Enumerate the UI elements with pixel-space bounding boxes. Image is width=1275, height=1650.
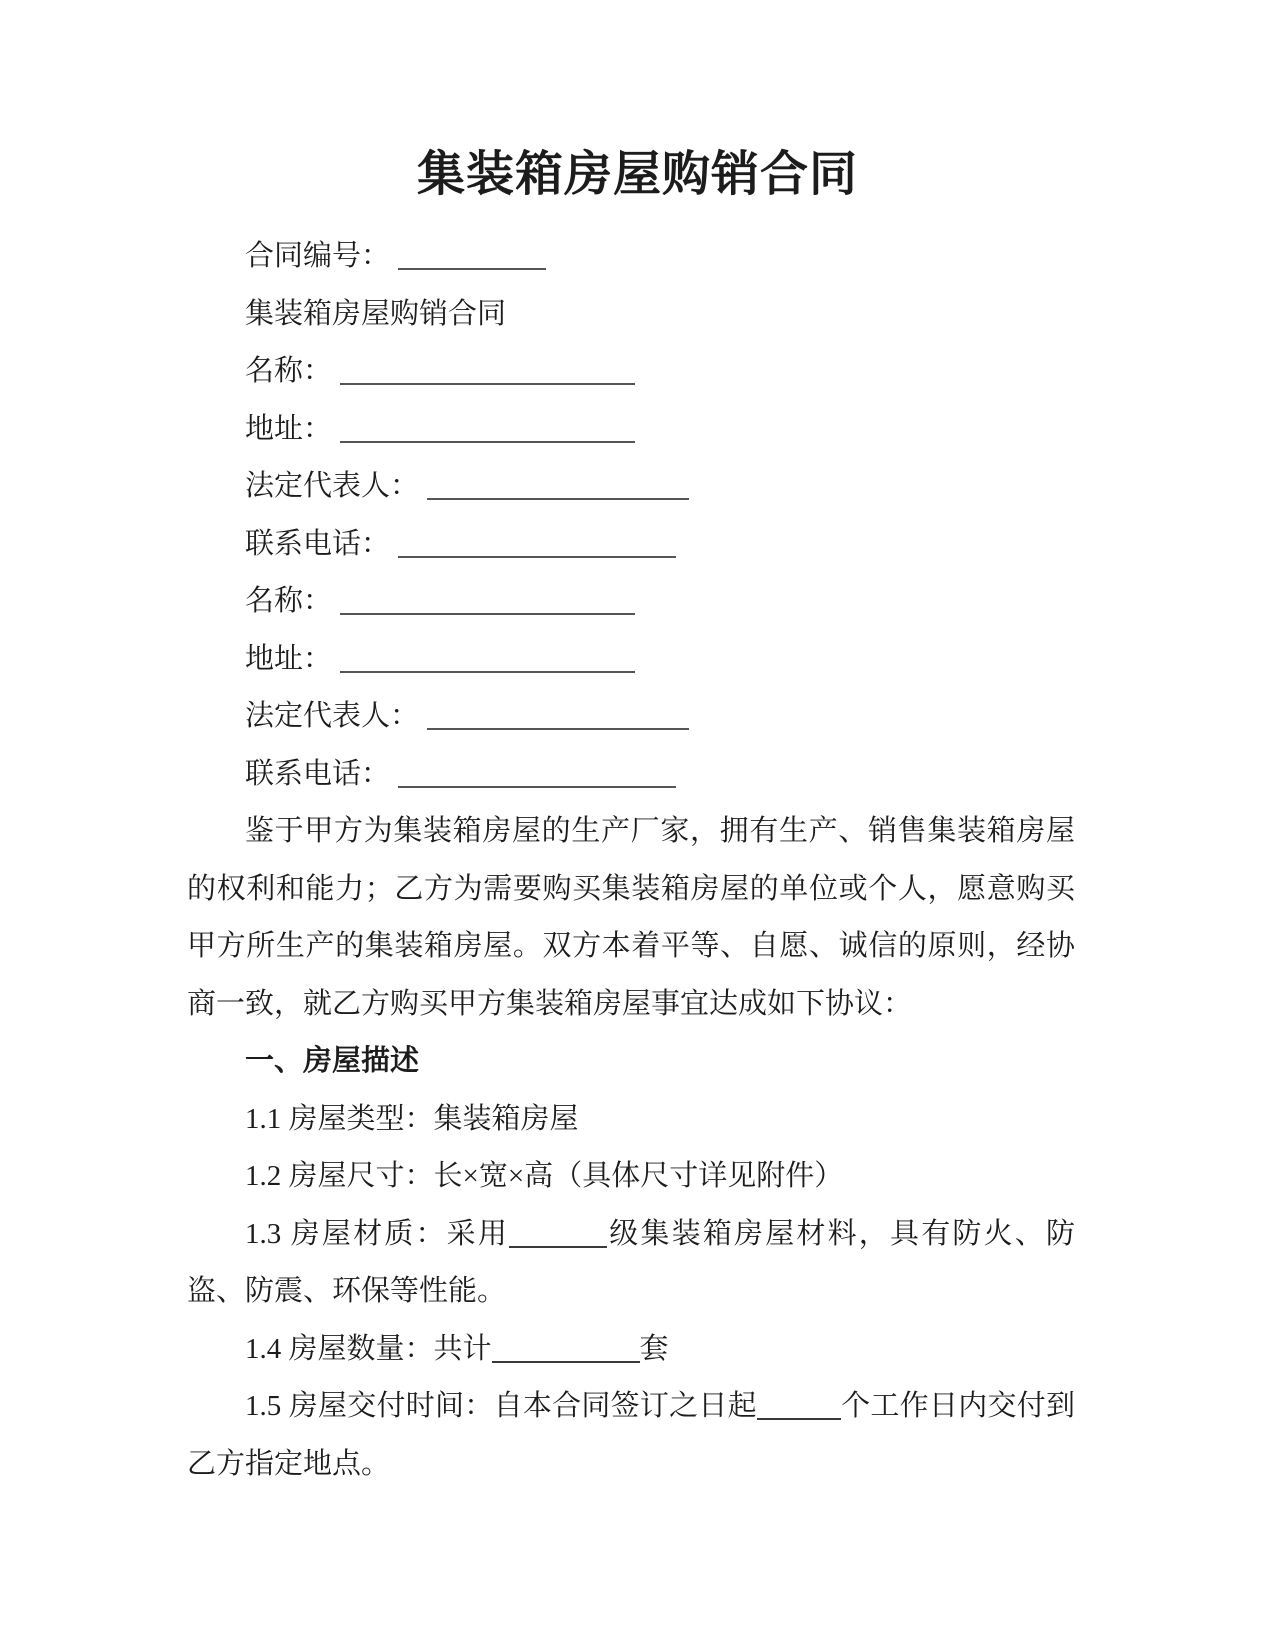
party-b-address-line <box>187 631 1075 689</box>
clause-1-3-text-pre: 1.3 房屋材质：采用 <box>245 1217 510 1250</box>
clause-1-4 <box>187 1321 1075 1379</box>
contract-number-line <box>187 228 1075 286</box>
party-a-name-blank[interactable] <box>340 356 635 385</box>
clause-1-2: 1.2 房屋尺寸：长×宽×高（具体尺寸详见附件） <box>245 1160 844 1192</box>
section-1-heading: 一、房屋描述 <box>245 1045 420 1077</box>
party-a-phone-label: 联系电话： <box>245 527 391 560</box>
material-grade-blank[interactable] <box>509 1219 607 1248</box>
party-b-name-line <box>187 573 1075 631</box>
clause-1-4-text-post: 套 <box>639 1332 669 1365</box>
clause-1-5-text-pre: 1.5 房屋交付时间：自本合同签订之日起 <box>245 1390 757 1422</box>
clause-1-5-text-post: 个工作日内交付到乙方指定地点。 <box>187 1390 1075 1480</box>
clause-1-3-text-post: 级集装箱房屋材料，具有防火、防盗、防震、环保等性能。 <box>187 1217 1075 1307</box>
party-b-name-label: 名称： <box>245 585 333 617</box>
document-body <box>187 228 1075 1493</box>
delivery-days-blank[interactable] <box>757 1391 841 1420</box>
document-subtitle: 集装箱房屋购销合同 <box>245 297 507 330</box>
party-b-phone-blank[interactable] <box>398 759 676 788</box>
contract-number-blank[interactable] <box>398 241 546 270</box>
house-count-blank[interactable] <box>492 1334 640 1363</box>
party-a-address-line <box>187 401 1075 459</box>
party-a-phone-line <box>187 516 1075 574</box>
preamble-paragraph: 鉴于甲方为集装箱房屋的生产厂家，拥有生产、销售集装箱房屋的权利和能力；乙方为需要购买集装箱房屋的单位或个人，愿意购买甲方所生产的集装箱房屋。双方本着平等、自愿、诚信的原则，经协商一致，就乙方购买甲方集装箱房屋事宜达成如下协议： <box>187 815 1075 1020</box>
document-title: 集装箱房屋购销合同 <box>416 148 858 201</box>
party-a-name-line <box>187 343 1075 401</box>
party-b-representative-line <box>187 688 1075 746</box>
clause-1-5 <box>187 1378 1075 1493</box>
party-b-address-label: 地址： <box>245 642 333 675</box>
party-b-name-blank[interactable] <box>340 586 635 615</box>
clause-1-3 <box>187 1206 1075 1321</box>
party-a-phone-blank[interactable] <box>398 529 676 558</box>
clause-1-4-text-pre: 1.4 房屋数量：共计 <box>245 1332 492 1365</box>
party-b-phone-label: 联系电话： <box>245 757 391 790</box>
clause-1-1: 1.1 房屋类型：集装箱房屋 <box>245 1102 579 1135</box>
party-b-representative-blank[interactable] <box>427 701 689 730</box>
party-b-address-blank[interactable] <box>340 644 635 673</box>
party-a-address-label: 地址： <box>245 412 333 445</box>
party-a-representative-blank[interactable] <box>427 471 689 500</box>
party-b-phone-line <box>187 746 1075 804</box>
party-a-address-blank[interactable] <box>340 414 635 443</box>
party-b-representative-label: 法定代表人： <box>245 700 420 732</box>
party-a-name-label: 名称： <box>245 355 333 387</box>
party-a-representative-line <box>187 458 1075 516</box>
party-a-representative-label: 法定代表人： <box>245 470 420 502</box>
contract-number-label: 合同编号： <box>245 240 391 272</box>
